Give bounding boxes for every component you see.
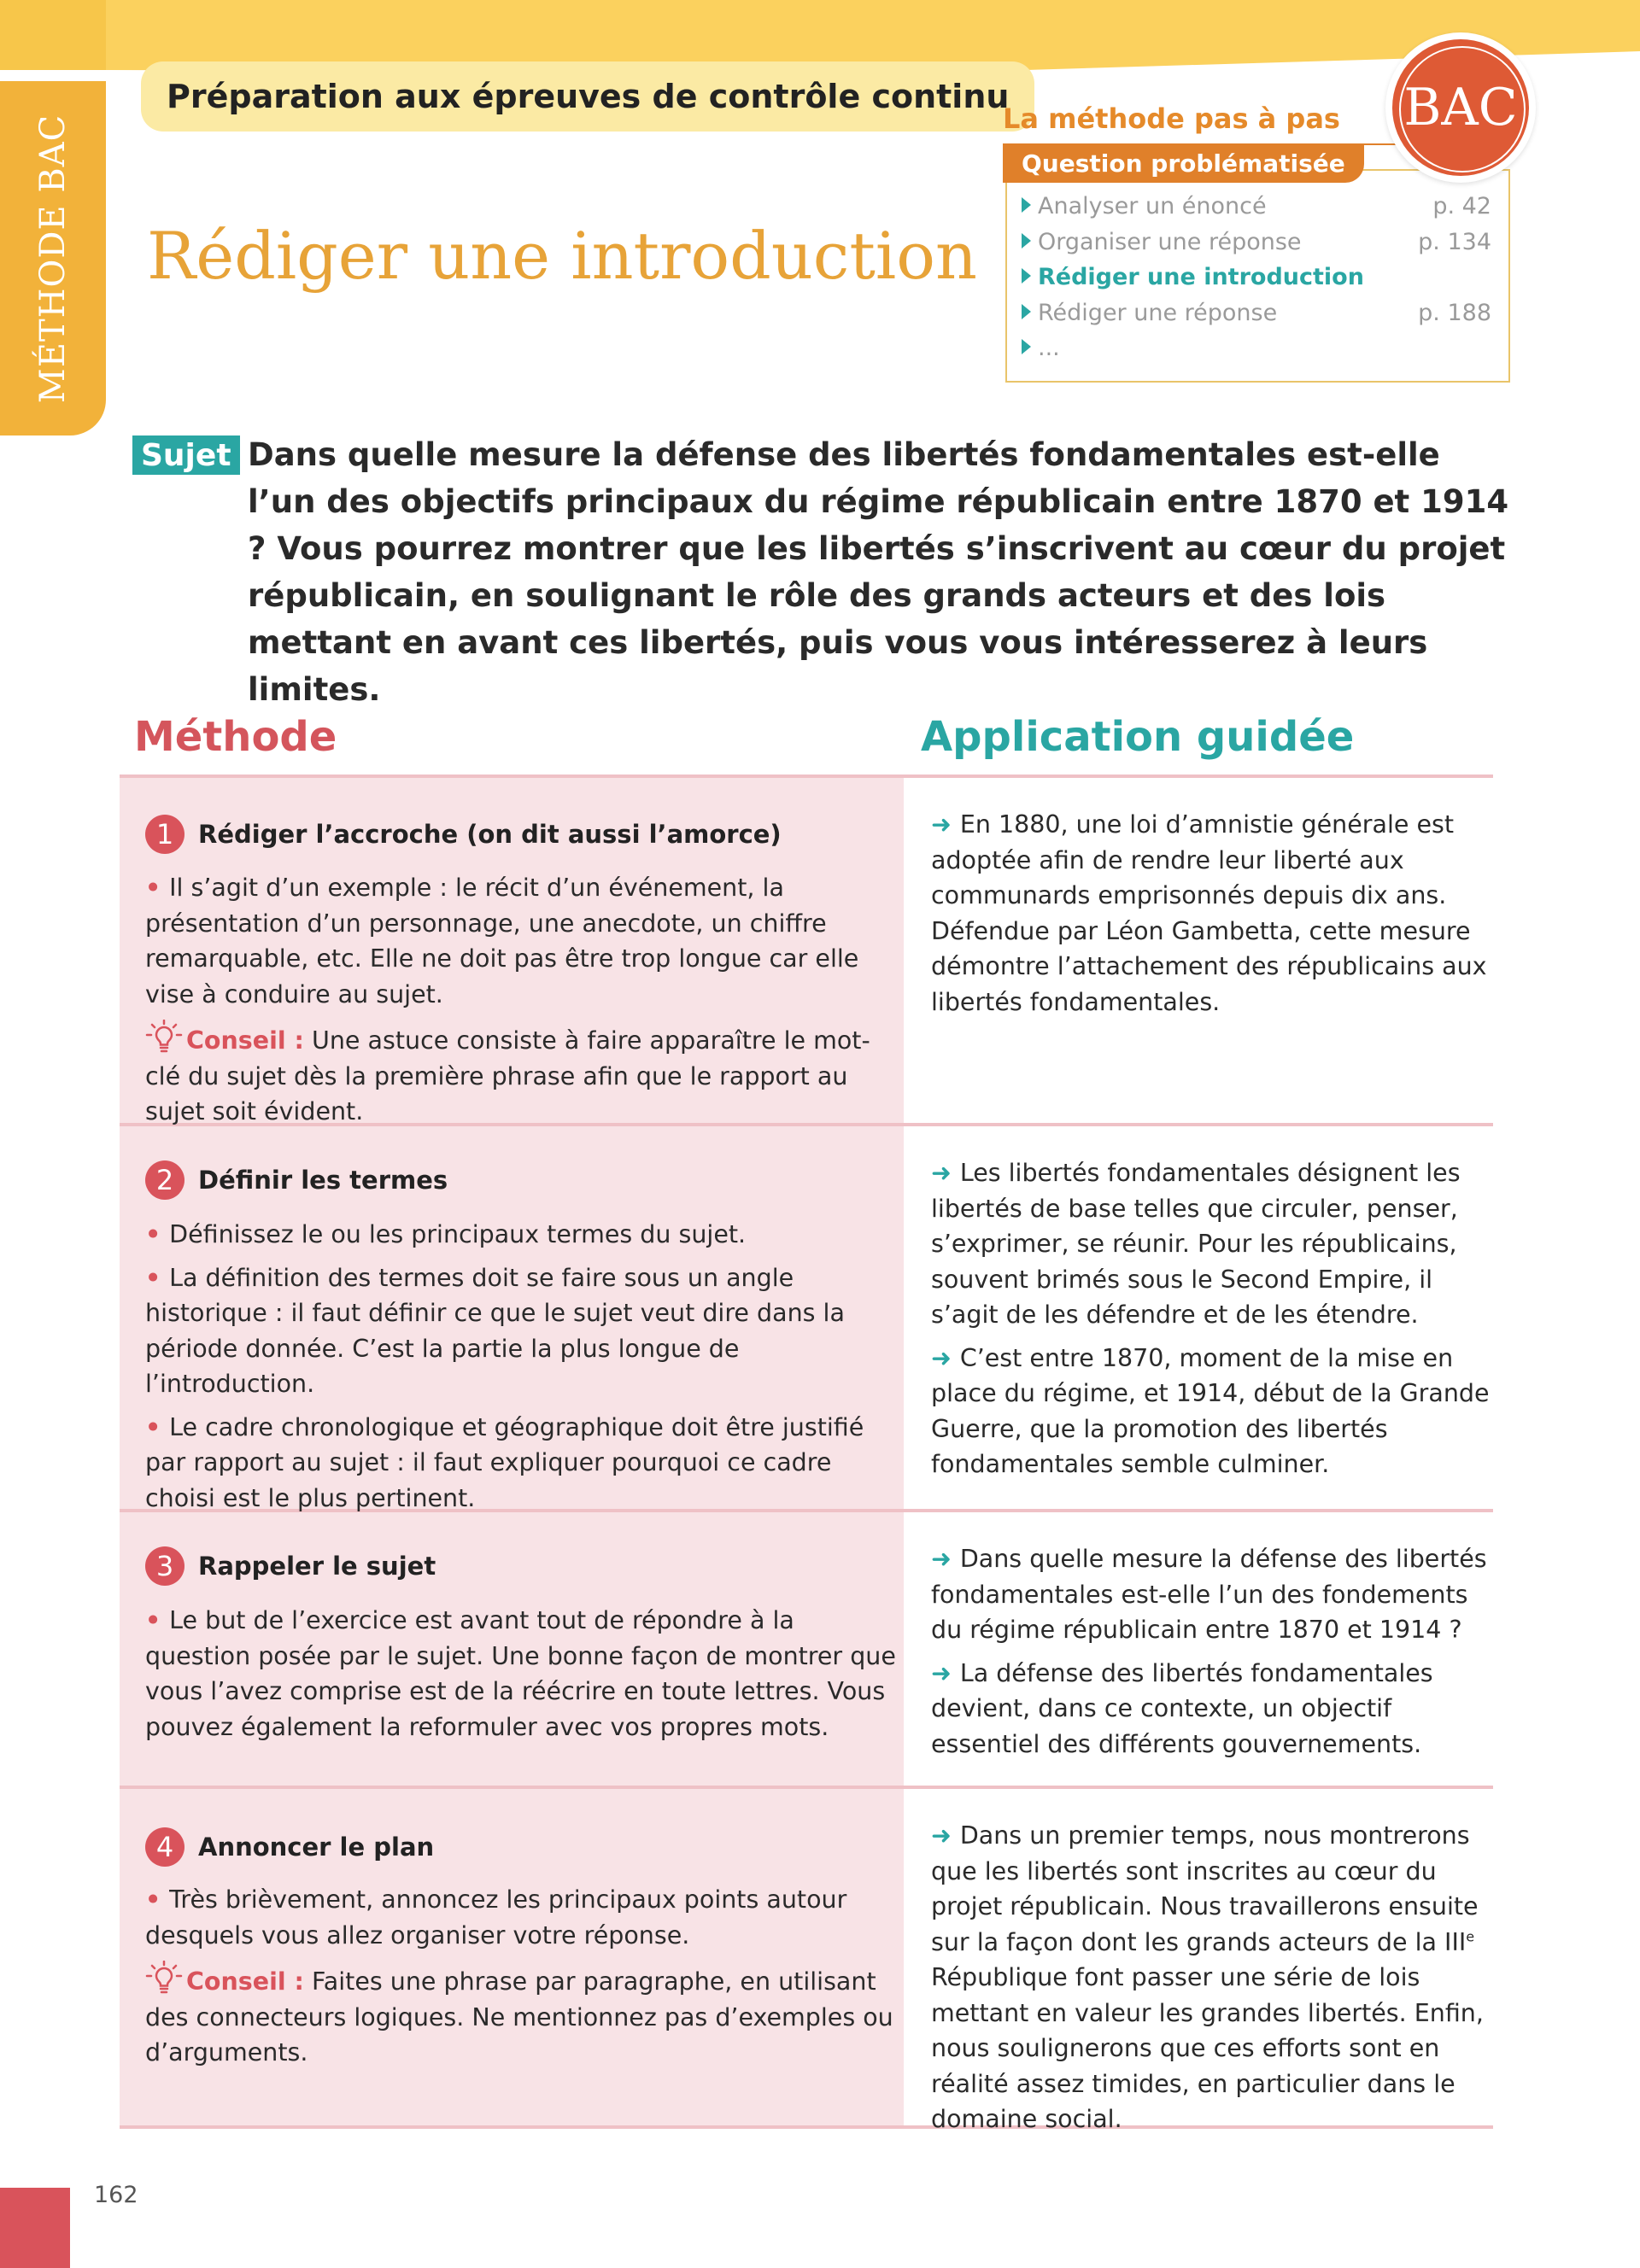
arrow-right-icon: ➜ [931,1343,960,1372]
step-application-text: ➜ En 1880, une loi d’amnistie générale est adoptée afin de rendre leur liberté aux communards emprisonnés depuis dix ans. Défendue par Léon Gambetta, cette mesure démontre l’attachement des républicains aux libertés fondamentales. [931,810,1487,1016]
step-section-4 [120,1789,1493,2133]
sujet-label: Sujet [132,435,240,475]
step-method-text: • Définissez le ou les principaux termes du sujet. • La définition des termes doit se faire sous un angle historique : il faut définir ce que le sujet veut dire dans la période donnée. C’est la partie la plus longue de l’introduction. • Le cadre chronologique et géographique doit être justifié par rapport au sujet : il faut expliquer pourquoi ce cadre choisi est le plus pertinent. [145,1220,864,1512]
side-tab [0,81,106,435]
method-item[interactable]: Analyser un énoncé p. 42 [1022,193,1491,229]
step-application-text: ➜ Les libertés fondamentales désignent les libertés de base telles que circuler, penser, s’exprimer, se réunir. Pour les républicains, souvent brimés sous le Second Empire, il s’agit de les défendre et de les étendre. ➜ C’est entre 1870, moment de la mise en place du régime, et 1914, début de la Grande Guerre, que la promotion des libertés fondamentales semble culminer. [931,1159,1490,1478]
step-title: Rappeler le sujet [198,1552,436,1581]
step-method-text: • Il s’agit d’un exemple : le récit d’un événement, la présentation d’un personnage, une anecdote, un chiffre remarquable, etc. Elle ne doit pas être trop longue car elle vise à conduire au sujet. Conseil : Une astuce consiste à faire apparaître le mot-clé du sujet dès la première phrase afin que le rapport au sujet soit évident. [145,874,870,1125]
method-item-active[interactable]: Rédiger une introduction [1022,264,1491,300]
page-title: Rédiger une introduction [147,218,977,294]
arrow-right-icon: ➜ [931,810,960,839]
lightbulb-icon [145,1961,183,1995]
step-application-text: ➜ Dans un premier temps, nous montrerons que les libertés sont inscrites au cœur du projet républicain. Nous travaillerons ensuite sur la façon dont les grands acteurs de la IIIe République font passer une série de lois mettant en valeur les grandes libertés. Enfin, nous soulignerons que ces efforts sont en réalité assez timides, en particulier dans le domaine social. [931,1821,1484,2133]
step-section-3 [120,1512,1493,1786]
bullet-icon: • [145,874,170,902]
triangle-icon [1022,304,1031,319]
method-item[interactable]: Organiser une réponse p. 134 [1022,229,1491,265]
side-tab-label: MÉTHODE BAC [33,114,73,404]
methode-heading: Méthode [134,713,337,761]
method-list [1022,193,1491,371]
step-section-1 [120,775,1493,1123]
method-tag: Question problématisée [1003,143,1364,183]
step-heading [145,1546,436,1586]
step-number: 2 [145,1160,184,1200]
bullet-icon: • [145,1412,170,1441]
step-title: Définir les termes [198,1166,448,1195]
step-heading [145,1827,434,1867]
bullet-icon: • [145,1263,170,1292]
triangle-icon [1022,233,1031,248]
method-item[interactable]: ... [1022,335,1491,371]
step-number: 3 [145,1546,184,1586]
triangle-icon [1022,197,1031,213]
page-tab [0,2188,70,2268]
step-heading [145,815,782,854]
step-number: 1 [145,815,184,854]
bac-label: BAC [1403,78,1518,137]
method-heading: La méthode pas à pas [1003,102,1340,135]
arrow-right-icon: ➜ [931,1658,960,1687]
page-number: 162 [94,2182,138,2208]
arrow-right-icon: ➜ [931,1545,960,1573]
arrow-right-icon: ➜ [931,1821,960,1850]
sujet-text: Dans quelle mesure la défense des libertés fondamentales est-elle l’un des objectifs principaux du régime républicain entre 1870 et 1914 ? Vous pourrez montrer que les libertés s’inscrivent au cœur du projet républicain, en soulignant le rôle des grands acteurs et des lois mettant en avant ces libertés, puis vous vous intéresserez à leurs limites. [248,436,1509,708]
step-section-2 [120,1126,1493,1512]
bullet-icon: • [145,1885,170,1914]
triangle-icon [1022,339,1031,354]
prep-pill: Préparation aux épreuves de contrôle continu [141,61,1034,132]
lightbulb-icon [145,1020,183,1054]
method-item[interactable]: Rédiger une réponse p. 188 [1022,300,1491,336]
step-title: Annoncer le plan [198,1833,435,1862]
bullet-icon: • [145,1220,170,1248]
step-title: Rédiger l’accroche (on dit aussi l’amorce) [198,820,782,849]
arrow-right-icon: ➜ [931,1159,960,1187]
step-method-text: • Très brièvement, annoncez les principaux points autour desquels vous allez organiser votre réponse. Conseil : Faites une phrase par paragraphe, en utilisant des connecteurs logiques. Ne mentionnez pas d’exemples ou d’arguments. [145,1885,893,2066]
step-application-text: ➜ Dans quelle mesure la défense des libertés fondamentales est-elle l’un des fondements du régime républicain entre 1870 et 1914 ? ➜ La défense des libertés fondamentales devient, dans ce contexte, un objectif essentiel des différents gouvernements. [931,1545,1487,1758]
bullet-icon: • [145,1606,170,1634]
triangle-icon [1022,268,1031,284]
application-heading: Application guidée [921,713,1355,761]
step-heading [145,1160,448,1200]
bac-badge [1385,32,1536,183]
step-number: 4 [145,1827,184,1867]
step-method-text: • Le but de l’exercice est avant tout de répondre à la question posée par le sujet. Une bonne façon de montrer que vous l’avez comprise est de la réécrire en toute lettres. Vous pouvez également la reformuler avec vos propres mots. [145,1606,896,1741]
